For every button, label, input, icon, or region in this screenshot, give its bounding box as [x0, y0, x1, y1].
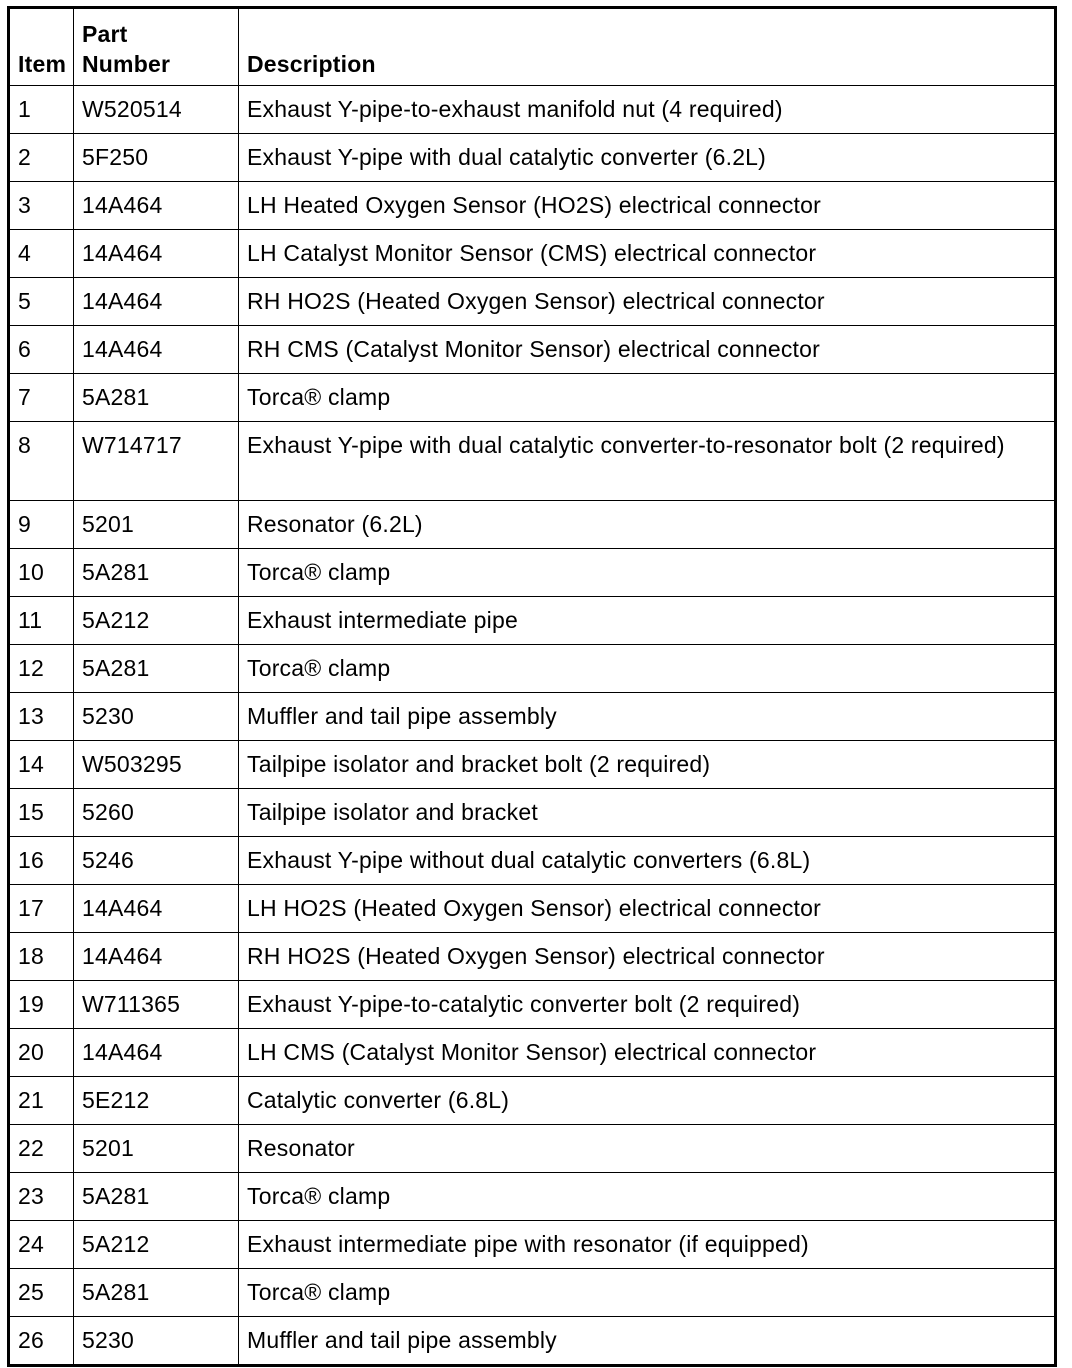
part-number-cell: 14A464: [74, 278, 239, 326]
item-cell: 14: [9, 741, 74, 789]
table-header: [9, 8, 1056, 86]
part-number-cell: W503295: [74, 741, 239, 789]
part-number-cell: 5230: [74, 1317, 239, 1366]
description-cell: Torca® clamp: [239, 549, 1056, 597]
description-cell: Resonator (6.2L): [239, 501, 1056, 549]
item-cell: 9: [9, 501, 74, 549]
description-cell: Muffler and tail pipe assembly: [239, 1317, 1056, 1366]
item-cell: 12: [9, 645, 74, 693]
table-row: [9, 885, 1056, 933]
part-number-cell: 14A464: [74, 182, 239, 230]
table-row: [9, 549, 1056, 597]
description-cell: Tailpipe isolator and bracket bolt (2 required): [239, 741, 1056, 789]
table-row: [9, 1317, 1056, 1366]
item-cell: 16: [9, 837, 74, 885]
item-cell: 22: [9, 1125, 74, 1173]
description-cell: Torca® clamp: [239, 374, 1056, 422]
table-row: [9, 422, 1056, 501]
table-row: [9, 1125, 1056, 1173]
item-cell: 6: [9, 326, 74, 374]
table-row: [9, 837, 1056, 885]
item-cell: 19: [9, 981, 74, 1029]
header-row: [9, 8, 1056, 86]
part-number-cell: 5246: [74, 837, 239, 885]
part-number-cell: 5A281: [74, 374, 239, 422]
table-row: [9, 1173, 1056, 1221]
item-cell: 4: [9, 230, 74, 278]
parts-table: [7, 6, 1057, 1367]
item-cell: 7: [9, 374, 74, 422]
part-number-cell: 5A281: [74, 1269, 239, 1317]
item-cell: 15: [9, 789, 74, 837]
part-number-cell: 5201: [74, 501, 239, 549]
part-number-cell: W711365: [74, 981, 239, 1029]
column-header-description: Description: [239, 8, 1056, 86]
item-cell: 17: [9, 885, 74, 933]
table-row: [9, 374, 1056, 422]
part-number-cell: 5A281: [74, 549, 239, 597]
description-cell: RH CMS (Catalyst Monitor Sensor) electrical connector: [239, 326, 1056, 374]
table-row: [9, 1269, 1056, 1317]
part-number-cell: 14A464: [74, 885, 239, 933]
description-cell: Torca® clamp: [239, 1269, 1056, 1317]
table-row: [9, 278, 1056, 326]
part-number-cell: 14A464: [74, 933, 239, 981]
item-cell: 8: [9, 422, 74, 501]
description-cell: Torca® clamp: [239, 645, 1056, 693]
table-row: [9, 326, 1056, 374]
part-number-cell: 5260: [74, 789, 239, 837]
item-cell: 2: [9, 134, 74, 182]
table-row: [9, 182, 1056, 230]
part-number-cell: W520514: [74, 86, 239, 134]
item-cell: 25: [9, 1269, 74, 1317]
part-number-cell: 5201: [74, 1125, 239, 1173]
description-cell: Tailpipe isolator and bracket: [239, 789, 1056, 837]
item-cell: 1: [9, 86, 74, 134]
table-row: [9, 86, 1056, 134]
description-cell: LH Heated Oxygen Sensor (HO2S) electrical connector: [239, 182, 1056, 230]
part-number-cell: 14A464: [74, 230, 239, 278]
part-number-cell: 5A281: [74, 1173, 239, 1221]
table-row: [9, 1221, 1056, 1269]
description-cell: Exhaust intermediate pipe with resonator (if equipped): [239, 1221, 1056, 1269]
column-header-part-number: [74, 8, 239, 86]
description-cell: Muffler and tail pipe assembly: [239, 693, 1056, 741]
item-cell: 11: [9, 597, 74, 645]
table-row: [9, 789, 1056, 837]
table-row: [9, 134, 1056, 182]
table-row: [9, 741, 1056, 789]
item-cell: 18: [9, 933, 74, 981]
item-cell: 23: [9, 1173, 74, 1221]
table-row: [9, 597, 1056, 645]
part-number-cell: 5F250: [74, 134, 239, 182]
item-cell: 13: [9, 693, 74, 741]
description-cell: Exhaust Y-pipe-to-exhaust manifold nut (4 required): [239, 86, 1056, 134]
table-body: [9, 86, 1056, 1366]
part-number-cell: 5A212: [74, 1221, 239, 1269]
description-cell: Resonator: [239, 1125, 1056, 1173]
item-cell: 24: [9, 1221, 74, 1269]
table-row: [9, 501, 1056, 549]
description-cell: Catalytic converter (6.8L): [239, 1077, 1056, 1125]
table-row: [9, 933, 1056, 981]
column-header-item: Item: [9, 8, 74, 86]
description-cell: Exhaust Y-pipe with dual catalytic converter-to-resonator bolt (2 required): [239, 422, 1056, 501]
description-cell: Exhaust Y-pipe without dual catalytic converters (6.8L): [239, 837, 1056, 885]
table-row: [9, 230, 1056, 278]
description-cell: RH HO2S (Heated Oxygen Sensor) electrical connector: [239, 933, 1056, 981]
table-row: [9, 1077, 1056, 1125]
item-cell: 5: [9, 278, 74, 326]
part-number-cell: 5E212: [74, 1077, 239, 1125]
description-cell: Torca® clamp: [239, 1173, 1056, 1221]
column-header-part-line1: Part: [82, 21, 128, 47]
table-row: [9, 981, 1056, 1029]
description-cell: LH CMS (Catalyst Monitor Sensor) electrical connector: [239, 1029, 1056, 1077]
description-cell: Exhaust Y-pipe with dual catalytic converter (6.2L): [239, 134, 1056, 182]
item-cell: 20: [9, 1029, 74, 1077]
column-header-part-line2: Number: [82, 51, 171, 77]
table-row: [9, 693, 1056, 741]
description-cell: LH HO2S (Heated Oxygen Sensor) electrical connector: [239, 885, 1056, 933]
part-number-cell: 14A464: [74, 326, 239, 374]
description-cell: RH HO2S (Heated Oxygen Sensor) electrical connector: [239, 278, 1056, 326]
item-cell: 26: [9, 1317, 74, 1366]
item-cell: 21: [9, 1077, 74, 1125]
part-number-cell: 5230: [74, 693, 239, 741]
description-cell: Exhaust intermediate pipe: [239, 597, 1056, 645]
description-cell: LH Catalyst Monitor Sensor (CMS) electrical connector: [239, 230, 1056, 278]
description-cell: Exhaust Y-pipe-to-catalytic converter bolt (2 required): [239, 981, 1056, 1029]
item-cell: 3: [9, 182, 74, 230]
table-row: [9, 1029, 1056, 1077]
part-number-cell: 5A212: [74, 597, 239, 645]
part-number-cell: W714717: [74, 422, 239, 501]
part-number-cell: 14A464: [74, 1029, 239, 1077]
item-cell: 10: [9, 549, 74, 597]
table-row: [9, 645, 1056, 693]
part-number-cell: 5A281: [74, 645, 239, 693]
